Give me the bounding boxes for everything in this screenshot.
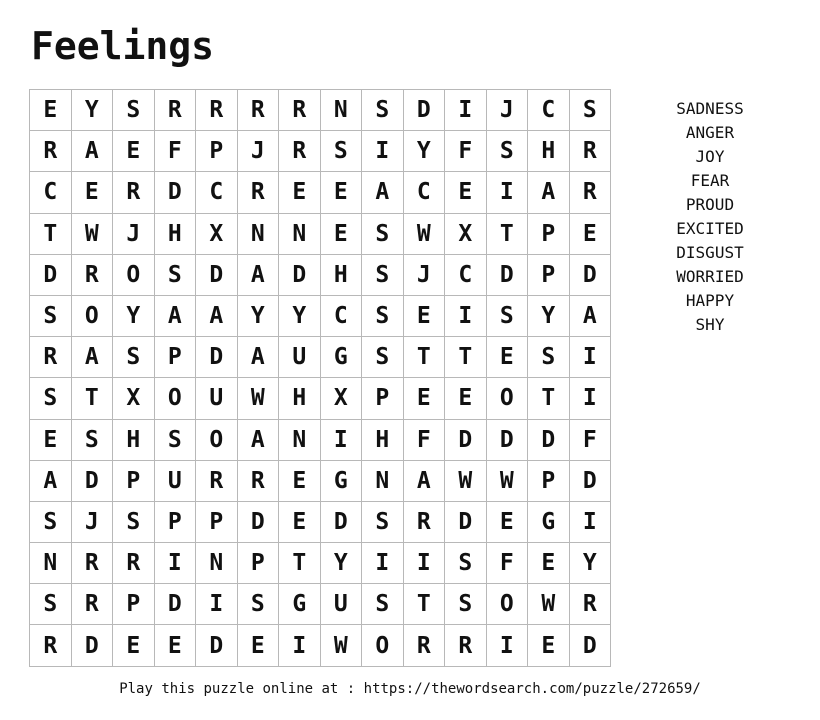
grid-cell: C — [321, 296, 363, 337]
grid-cell: T — [445, 337, 487, 378]
grid-cell: S — [238, 584, 280, 625]
grid-cell: I — [570, 337, 612, 378]
grid-cell: J — [72, 502, 114, 543]
grid-cell: D — [72, 625, 114, 666]
grid-cell: S — [445, 584, 487, 625]
grid-cell: F — [155, 131, 197, 172]
grid-cell: S — [30, 296, 72, 337]
grid-cell: I — [570, 378, 612, 419]
grid-cell: J — [238, 131, 280, 172]
grid-cell: H — [113, 420, 155, 461]
grid-cell: S — [570, 90, 612, 131]
grid-cell: D — [487, 420, 529, 461]
grid-cell: E — [155, 625, 197, 666]
grid-cell: E — [30, 420, 72, 461]
grid-cell: A — [238, 420, 280, 461]
grid-cell: S — [362, 584, 404, 625]
word-list — [650, 97, 770, 337]
grid-cell: D — [155, 172, 197, 213]
grid-cell: F — [487, 543, 529, 584]
grid-cell: R — [72, 255, 114, 296]
grid-cell: W — [72, 214, 114, 255]
grid-cell: O — [155, 378, 197, 419]
grid-cell: S — [362, 337, 404, 378]
grid-cell: R — [445, 625, 487, 666]
grid-cell: I — [362, 131, 404, 172]
grid-cell: D — [279, 255, 321, 296]
grid-cell: G — [321, 337, 363, 378]
grid-cell: C — [445, 255, 487, 296]
grid-cell: Y — [238, 296, 280, 337]
grid-cell: R — [72, 584, 114, 625]
grid-cell: W — [321, 625, 363, 666]
grid-cell: X — [321, 378, 363, 419]
grid-cell: W — [445, 461, 487, 502]
grid-cell: D — [570, 625, 612, 666]
grid-cell: N — [30, 543, 72, 584]
grid-cell: P — [528, 461, 570, 502]
grid-cell: D — [238, 502, 280, 543]
grid-cell: S — [321, 131, 363, 172]
grid-cell: H — [362, 420, 404, 461]
grid-cell: T — [404, 584, 446, 625]
grid-cell: E — [279, 172, 321, 213]
puzzle-title: Feelings — [31, 24, 215, 68]
grid-cell: I — [196, 584, 238, 625]
grid-cell: Y — [404, 131, 446, 172]
grid-cell: W — [404, 214, 446, 255]
grid-cell: U — [155, 461, 197, 502]
grid-cell: R — [570, 584, 612, 625]
grid-cell: A — [30, 461, 72, 502]
grid-cell: O — [72, 296, 114, 337]
grid-cell: Y — [570, 543, 612, 584]
grid-cell: U — [279, 337, 321, 378]
grid-cell: S — [362, 255, 404, 296]
grid-cell: I — [570, 502, 612, 543]
grid-cell: U — [321, 584, 363, 625]
grid-cell: E — [238, 625, 280, 666]
grid-cell: S — [487, 131, 529, 172]
grid-cell: R — [570, 131, 612, 172]
grid-cell: D — [30, 255, 72, 296]
grid-cell: N — [321, 90, 363, 131]
grid-cell: E — [404, 378, 446, 419]
grid-cell: I — [445, 296, 487, 337]
grid-cell: R — [238, 461, 280, 502]
grid-cell: I — [362, 543, 404, 584]
grid-cell: S — [362, 502, 404, 543]
grid-cell: N — [279, 420, 321, 461]
grid-cell: H — [155, 214, 197, 255]
grid-cell: Y — [279, 296, 321, 337]
grid-cell: S — [155, 420, 197, 461]
grid-cell: E — [113, 625, 155, 666]
grid-cell: D — [445, 420, 487, 461]
grid-cell: R — [279, 90, 321, 131]
grid-cell: R — [404, 502, 446, 543]
grid-cell: F — [404, 420, 446, 461]
grid-cell: C — [196, 172, 238, 213]
word-list-item: PROUD — [685, 195, 735, 214]
grid-cell: A — [155, 296, 197, 337]
grid-cell: D — [404, 90, 446, 131]
grid-cell: A — [362, 172, 404, 213]
grid-cell: J — [404, 255, 446, 296]
grid-cell: P — [528, 214, 570, 255]
grid-cell: P — [238, 543, 280, 584]
grid-cell: C — [528, 90, 570, 131]
grid-cell: T — [279, 543, 321, 584]
grid-cell: A — [528, 172, 570, 213]
grid-cell: R — [113, 172, 155, 213]
grid-cell: O — [487, 584, 529, 625]
grid-cell: T — [487, 214, 529, 255]
grid-cell: R — [113, 543, 155, 584]
grid-cell: Y — [528, 296, 570, 337]
grid-cell: P — [155, 502, 197, 543]
grid-cell: E — [570, 214, 612, 255]
grid-cell: R — [238, 90, 280, 131]
grid-cell: S — [445, 543, 487, 584]
word-list-item: EXCITED — [676, 219, 744, 238]
grid-cell: X — [196, 214, 238, 255]
grid-cell: G — [321, 461, 363, 502]
grid-cell: S — [72, 420, 114, 461]
grid-cell: A — [72, 337, 114, 378]
grid-cell: Y — [113, 296, 155, 337]
grid-cell: S — [30, 378, 72, 419]
grid-cell: P — [196, 502, 238, 543]
grid-cell: D — [321, 502, 363, 543]
grid-cell: E — [279, 461, 321, 502]
grid-cell: R — [30, 131, 72, 172]
grid-cell: F — [445, 131, 487, 172]
grid-cell: D — [528, 420, 570, 461]
grid-cell: F — [570, 420, 612, 461]
grid-cell: S — [30, 584, 72, 625]
grid-cell: G — [279, 584, 321, 625]
grid-cell: E — [113, 131, 155, 172]
grid-cell: D — [196, 625, 238, 666]
grid-cell: T — [528, 378, 570, 419]
grid-cell: N — [196, 543, 238, 584]
grid-cell: E — [404, 296, 446, 337]
grid-cell: O — [487, 378, 529, 419]
grid-cell: Y — [72, 90, 114, 131]
grid-cell: W — [528, 584, 570, 625]
grid-cell: E — [321, 172, 363, 213]
grid-cell: I — [487, 625, 529, 666]
grid-cell: O — [196, 420, 238, 461]
word-list-item: HAPPY — [685, 291, 735, 310]
grid-cell: N — [362, 461, 404, 502]
grid-cell: T — [30, 214, 72, 255]
grid-cell: S — [155, 255, 197, 296]
grid-cell: T — [404, 337, 446, 378]
word-list-item: FEAR — [690, 171, 730, 190]
word-list-item: WORRIED — [676, 267, 744, 286]
grid-cell: E — [321, 214, 363, 255]
grid-cell: R — [30, 337, 72, 378]
grid-cell: I — [279, 625, 321, 666]
grid-cell: U — [196, 378, 238, 419]
grid-cell: R — [30, 625, 72, 666]
grid-cell: R — [196, 461, 238, 502]
grid-cell: S — [362, 296, 404, 337]
grid-cell: S — [113, 90, 155, 131]
grid-cell: E — [279, 502, 321, 543]
grid-cell: A — [72, 131, 114, 172]
grid-cell: J — [487, 90, 529, 131]
grid-cell: O — [362, 625, 404, 666]
grid-cell: D — [487, 255, 529, 296]
grid-cell: P — [196, 131, 238, 172]
grid-cell: A — [570, 296, 612, 337]
grid-cell: H — [528, 131, 570, 172]
grid-cell: W — [487, 461, 529, 502]
grid-cell: E — [487, 337, 529, 378]
letter-grid — [29, 89, 611, 667]
grid-cell: D — [570, 461, 612, 502]
grid-cell: Y — [321, 543, 363, 584]
grid-cell: R — [570, 172, 612, 213]
grid-cell: E — [487, 502, 529, 543]
grid-cell: H — [279, 378, 321, 419]
grid-cell: I — [155, 543, 197, 584]
grid-cell: C — [404, 172, 446, 213]
grid-cell: D — [445, 502, 487, 543]
grid-cell: S — [113, 502, 155, 543]
grid-cell: E — [445, 378, 487, 419]
grid-cell: I — [404, 543, 446, 584]
word-list-item: JOY — [695, 147, 725, 166]
grid-cell: I — [321, 420, 363, 461]
word-list-item: SHY — [695, 315, 725, 334]
grid-cell: P — [155, 337, 197, 378]
grid-cell: I — [487, 172, 529, 213]
grid-cell: S — [528, 337, 570, 378]
word-list-item: ANGER — [685, 123, 735, 142]
grid-cell: S — [30, 502, 72, 543]
grid-cell: A — [238, 337, 280, 378]
grid-cell: O — [113, 255, 155, 296]
grid-cell: T — [72, 378, 114, 419]
grid-cell: R — [155, 90, 197, 131]
grid-cell: P — [528, 255, 570, 296]
grid-cell: E — [30, 90, 72, 131]
grid-cell: E — [528, 543, 570, 584]
grid-cell: A — [196, 296, 238, 337]
grid-cell: P — [113, 461, 155, 502]
grid-cell: S — [362, 214, 404, 255]
word-list-item: DISGUST — [676, 243, 744, 262]
grid-cell: E — [72, 172, 114, 213]
word-list-item: SADNESS — [676, 99, 744, 118]
grid-cell: D — [570, 255, 612, 296]
grid-cell: W — [238, 378, 280, 419]
grid-cell: H — [321, 255, 363, 296]
grid-cell: P — [113, 584, 155, 625]
grid-cell: A — [404, 461, 446, 502]
grid-cell: X — [113, 378, 155, 419]
grid-cell: G — [528, 502, 570, 543]
grid-cell: S — [113, 337, 155, 378]
grid-cell: D — [196, 337, 238, 378]
footer-link-text: Play this puzzle online at : https://thewordsearch.com/puzzle/272659/ — [119, 681, 701, 697]
grid-cell: P — [362, 378, 404, 419]
grid-cell: D — [196, 255, 238, 296]
grid-cell: R — [404, 625, 446, 666]
grid-cell: D — [72, 461, 114, 502]
grid-cell: E — [528, 625, 570, 666]
grid-cell: D — [155, 584, 197, 625]
grid-cell: J — [113, 214, 155, 255]
grid-cell: I — [445, 90, 487, 131]
grid-cell: S — [487, 296, 529, 337]
grid-cell: N — [238, 214, 280, 255]
grid-cell: R — [238, 172, 280, 213]
grid-cell: S — [362, 90, 404, 131]
grid-cell: R — [279, 131, 321, 172]
grid-cell: N — [279, 214, 321, 255]
grid-cell: R — [196, 90, 238, 131]
grid-cell: A — [238, 255, 280, 296]
grid-cell: R — [72, 543, 114, 584]
grid-cell: X — [445, 214, 487, 255]
grid-cell: C — [30, 172, 72, 213]
grid-cell: E — [445, 172, 487, 213]
